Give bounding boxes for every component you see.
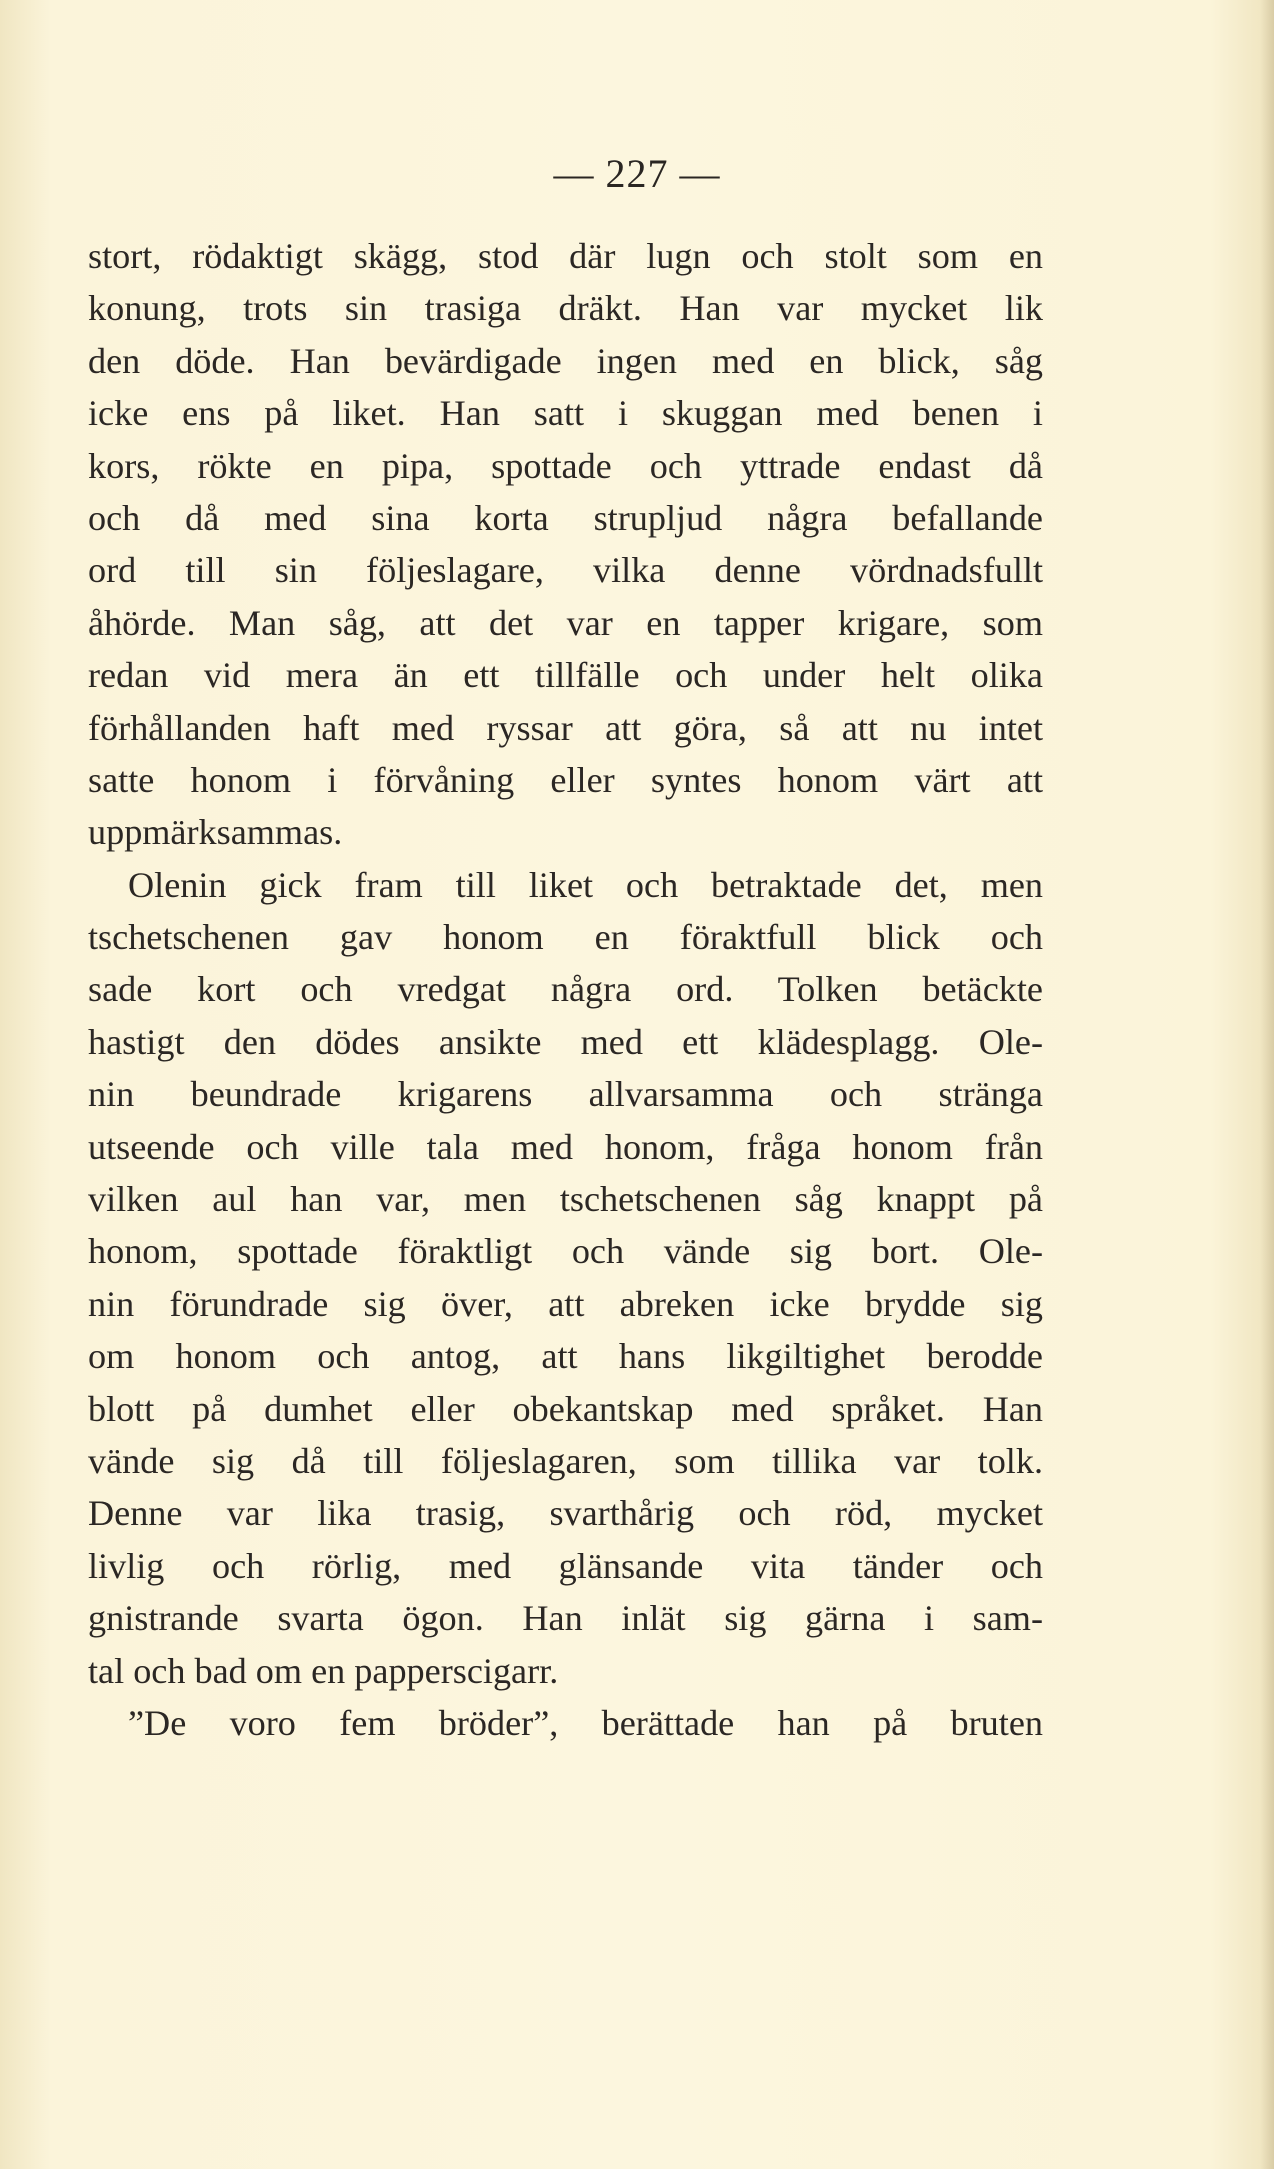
text-line: vände sig då till följeslagaren, som tillika var tolk. bbox=[88, 1440, 1043, 1481]
text-line: ”De voro fem bröder”, berättade han på bruten bbox=[128, 1702, 1043, 1743]
text-line: om honom och antog, att hans likgiltighet berodde bbox=[88, 1336, 1043, 1377]
text-line: icke ens på liket. Han satt i skuggan med benen i bbox=[88, 393, 1043, 434]
text-line: gnistrande svarta ögon. Han inlät sig gärna i sam- bbox=[88, 1598, 1043, 1639]
text-line: sade kort och vredgat några ord. Tolken betäckte bbox=[88, 969, 1043, 1010]
text-line: nin förundrade sig över, att abreken icke brydde sig bbox=[88, 1283, 1043, 1324]
text-line: honom, spottade föraktligt och vände sig bort. Ole- bbox=[88, 1231, 1043, 1272]
text-line: utseende och ville tala med honom, fråga honom från bbox=[88, 1126, 1043, 1167]
text-line: blott på dumhet eller obekantskap med språket. Han bbox=[88, 1388, 1043, 1429]
page-number: — 227 — bbox=[553, 151, 721, 196]
text-line: nin beundrade krigarens allvarsamma och stränga bbox=[88, 1074, 1043, 1115]
text-line: Olenin gick fram till liket och betraktade det, men bbox=[128, 864, 1043, 905]
text-line: livlig och rörlig, med glänsande vita tänder och bbox=[88, 1545, 1043, 1586]
text-line: ord till sin följeslagare, vilka denne vördnadsfullt bbox=[88, 550, 1043, 591]
text-line: åhörde. Man såg, att det var en tapper krigare, som bbox=[88, 602, 1043, 643]
text-line: redan vid mera än ett tillfälle och under helt olika bbox=[88, 655, 1043, 696]
text-line: tal och bad om en papperscigarr. bbox=[88, 1650, 559, 1691]
body-text bbox=[88, 230, 1043, 1749]
text-line: satte honom i förvåning eller syntes honom värt att bbox=[88, 759, 1043, 800]
text-line: vilken aul han var, men tschetschenen såg knappt på bbox=[88, 1179, 1043, 1220]
text-line: kors, rökte en pipa, spottade och yttrade endast då bbox=[88, 445, 1043, 486]
text-line: uppmärksammas. bbox=[88, 812, 343, 853]
page-edge bbox=[1260, 0, 1274, 2169]
text-line: hastigt den dödes ansikte med ett klädesplagg. Ole- bbox=[88, 1021, 1043, 1062]
text-line: tschetschenen gav honom en föraktfull blick och bbox=[88, 917, 1043, 958]
text-line: och då med sina korta strupljud några befallande bbox=[88, 497, 1043, 538]
text-line: Denne var lika trasig, svarthårig och röd, mycket bbox=[88, 1493, 1043, 1534]
text-line: konung, trots sin trasiga dräkt. Han var mycket lik bbox=[88, 288, 1043, 329]
text-line: stort, rödaktigt skägg, stod där lugn och stolt som en bbox=[88, 236, 1043, 276]
text-line: den döde. Han bevärdigade ingen med en blick, såg bbox=[88, 340, 1043, 381]
text-line: förhållanden haft med ryssar att göra, så att nu intet bbox=[88, 707, 1043, 748]
